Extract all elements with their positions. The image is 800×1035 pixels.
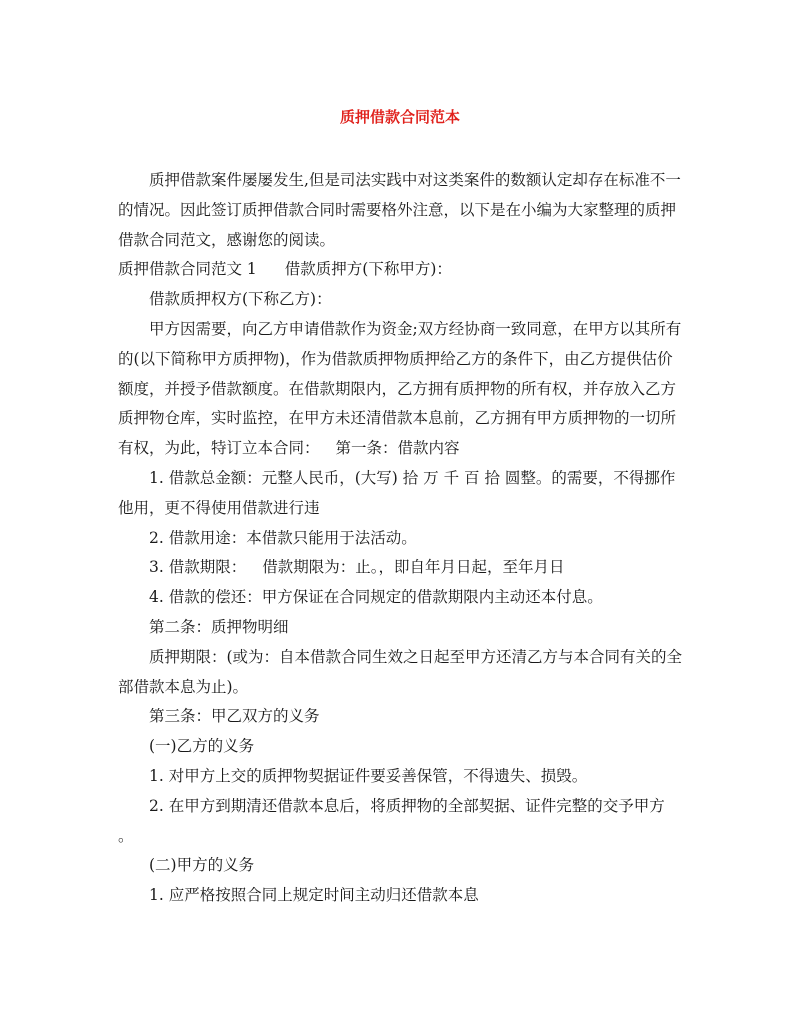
document-title: 质押借款合同范本 [339,108,460,126]
article1-heading: 第一条：借款内容 [335,439,460,458]
item-2: 2. 借款用途：本借款只能用于法活动。 [149,528,417,547]
s2-item-1: 1. 应严格按照合同上规定时间主动归还借款本息 [149,886,479,905]
sample-line [118,255,684,285]
preamble-paragraph [118,315,684,464]
s1-item-1: 1. 对甲方上交的质押物契据证件要妥善保管，不得遗失、损毁。 [149,766,588,785]
item-3-text: 借款期限为：止。，即自年月日起，至年月日 [262,558,565,577]
s1-item-2: 2. 在甲方到期清还借款本息后，将质押物的全部契据、证件完整的交予甲方 [149,796,665,815]
preamble-text: 甲方因需要，向乙方申请借款作为资金;双方经协商一致同意，在甲方以其所有的(以下简称甲方质押物)，作为借款质押物质押给乙方的条件下，由乙方提供估价额度，并授予借款额度。在借款期限内，乙方拥有质押物的所有权，并存放入乙方质押物仓库，实时监控，在甲方未还清借款本息前，乙方拥有甲方质押物的一切所有权，为此，特订立本合同： [118,319,682,458]
s1-item-2-tail: 。 [118,826,134,845]
article2-heading: 第二条：质押物明细 [149,617,289,636]
sample-label: 质押借款合同范文 1 [118,260,257,279]
pledgee-label: 借款质押权方(下称乙方)： [149,290,332,309]
article3-heading: 第三条：甲乙双方的义务 [149,707,320,726]
item-1: 1. 借款总金额：元整人民币，(大写) 拾 万 千 百 拾 圆整。的需要，不得挪作他用，更不得使用借款进行违 [118,468,676,517]
item-3-label: 3. 借款期限： [149,558,247,577]
section1-heading: (一)乙方的义务 [149,737,255,756]
item-3 [118,553,684,583]
intro-paragraph: 质押借款案件屡屡发生,但是司法实践中对这类案件的数额认定却存在标准不一的情况。因此签订质押借款合同时需要格外注意，以下是在小编为大家整理的质押借款合同范文，感谢您的阅读。 [118,171,681,249]
section2-heading: (二)甲方的义务 [149,856,255,875]
item-4: 4. 借款的偿还：甲方保证在合同规定的借款期限内主动还本付息。 [149,588,603,607]
pledge-term: 质押期限：(或为：自本借款合同生效之日起至甲方还清乙方与本合同有关的全部借款本息为止)。 [118,647,683,696]
pledgor-label: 借款质押方(下称甲方)： [284,260,452,279]
document-body [118,166,684,911]
